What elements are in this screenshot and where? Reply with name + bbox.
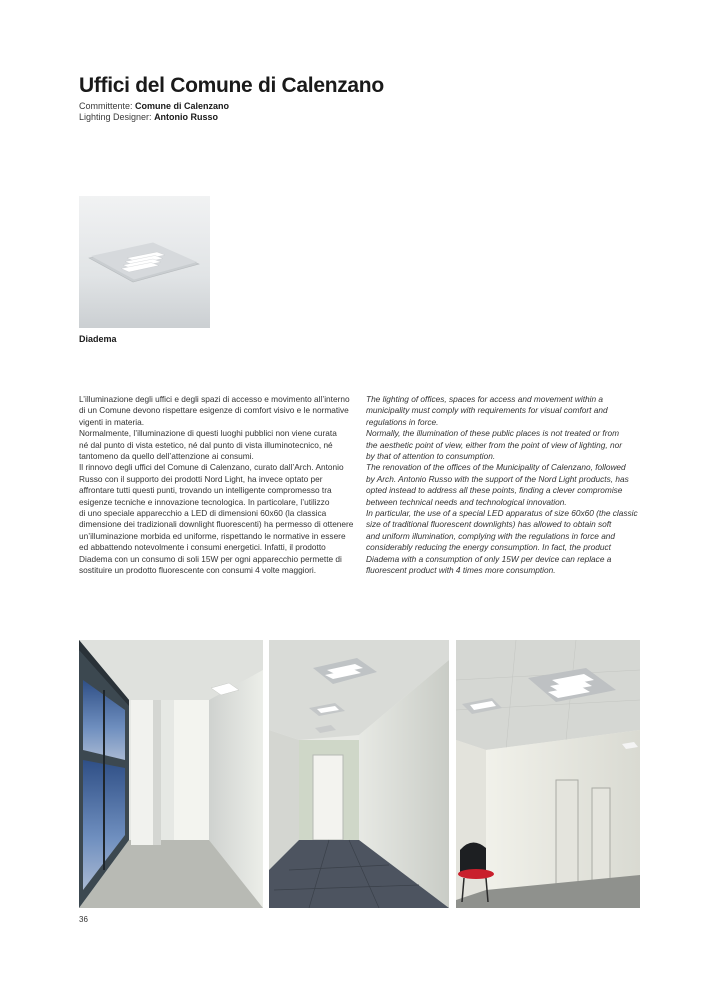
italian-line: né dal punto di vista estetico, né dal punto di vista illuminotecnico, né bbox=[79, 439, 333, 450]
english-text-column bbox=[366, 394, 656, 577]
italian-line: Diadema con un consumo di soli 15W per ogni apparecchio permette di bbox=[79, 553, 342, 564]
room-chair-illustration bbox=[456, 640, 640, 908]
italian-line: di un Comune devono rispettare esigenze di comfort visivo e le normative bbox=[79, 405, 349, 416]
italian-line: tantomeno da quello dell’attenzione ai consumi. bbox=[79, 451, 254, 462]
italian-line: Normalmente, l’illuminazione di questi luoghi pubblici non viene curata bbox=[79, 428, 337, 439]
project-credits bbox=[79, 101, 229, 123]
corridor-windows-illustration bbox=[79, 640, 263, 908]
english-line: size of traditional fluorescent downlights) has allowed to obtain soft bbox=[366, 519, 612, 530]
committente-value: Comune di Calenzano bbox=[135, 101, 230, 111]
photo-room-chair bbox=[456, 640, 640, 908]
photo-corridor-door bbox=[269, 640, 449, 908]
english-line: In particular, the use of a special LED apparatus of size 60x60 (the classic bbox=[366, 508, 638, 519]
italian-line: sostituire un prodotto fluorescente con consumi 4 volte maggiori. bbox=[79, 565, 317, 576]
italian-line: L’illuminazione degli uffici e degli spazi di accesso e movimento all’interno bbox=[79, 394, 350, 404]
english-line: by Arch. Antonio Russo with the support of the Nord Light products, has bbox=[366, 473, 629, 484]
page-title: Uffici del Comune di Calenzano bbox=[79, 74, 384, 97]
english-line: Normally, the illumination of these public places is not treated or from bbox=[366, 428, 620, 439]
committente-line bbox=[79, 101, 229, 112]
english-line: and uniform illumination, complying with the regulations in force and bbox=[366, 530, 616, 541]
italian-line: Il rinnovo degli uffici del Comune di Calenzano, curato dall’Arch. Antonio bbox=[79, 462, 344, 473]
italian-line: vigenti in materia. bbox=[79, 416, 145, 427]
english-line: regulations in force. bbox=[366, 416, 439, 427]
english-line: The renovation of the offices of the Municipality of Calenzano, followed bbox=[366, 462, 626, 473]
english-line: opted instead to address all these points, finding a clever compromise bbox=[366, 485, 623, 496]
english-line: municipality must comply with requirements for visual comfort and bbox=[366, 405, 608, 416]
english-line: fluorescent product with 4 times more consumption. bbox=[366, 565, 556, 576]
english-line: considerably reducing the energy consumption. In fact, the product bbox=[366, 542, 611, 553]
corridor-door-illustration bbox=[269, 640, 449, 908]
italian-line: esigenze tecniche e innovazione tecnologica. In particolare, l’utilizzo bbox=[79, 496, 330, 507]
designer-line bbox=[79, 112, 229, 123]
committente-label: Committente: bbox=[79, 101, 133, 111]
designer-value: Antonio Russo bbox=[154, 112, 219, 122]
italian-line: un’illuminazione morbida ed uniforme, rispettando le normative in essere bbox=[79, 530, 346, 541]
italian-text-column bbox=[79, 394, 361, 577]
italian-line: Russo con il supporto dei prodotti Nord Light, ha invece optato per bbox=[79, 473, 323, 484]
english-line: between technical needs and technological innovation. bbox=[366, 496, 567, 507]
english-line: The lighting of offices, spaces for access and movement within a bbox=[366, 394, 604, 404]
designer-label: Lighting Designer: bbox=[79, 112, 152, 122]
page-number: 36 bbox=[79, 915, 88, 924]
product-image bbox=[79, 196, 210, 328]
english-line: the aesthetic point of view, either from the point of view of lighting, nor bbox=[366, 439, 622, 450]
luminaire-illustration bbox=[79, 196, 210, 328]
italian-line: dimensione dei tradizionali downlight fluorescenti) ha permesso di ottenere bbox=[79, 519, 354, 530]
photo-corridor-windows bbox=[79, 640, 263, 908]
italian-line: affrontare tutti questi punti, trovando un intelligente compromesso tra bbox=[79, 485, 332, 496]
italian-line: ed abbattendo notevolmente i consumi energetici. Infatti, il prodotto bbox=[79, 542, 326, 553]
italian-line: di uno speciale apparecchio a LED di dimensioni 60x60 (la classica bbox=[79, 508, 327, 519]
english-line: by that of attention to consumption. bbox=[366, 451, 496, 462]
english-line: Diadema with a consumption of only 15W per device can replace a bbox=[366, 553, 612, 564]
product-caption: Diadema bbox=[79, 334, 117, 344]
